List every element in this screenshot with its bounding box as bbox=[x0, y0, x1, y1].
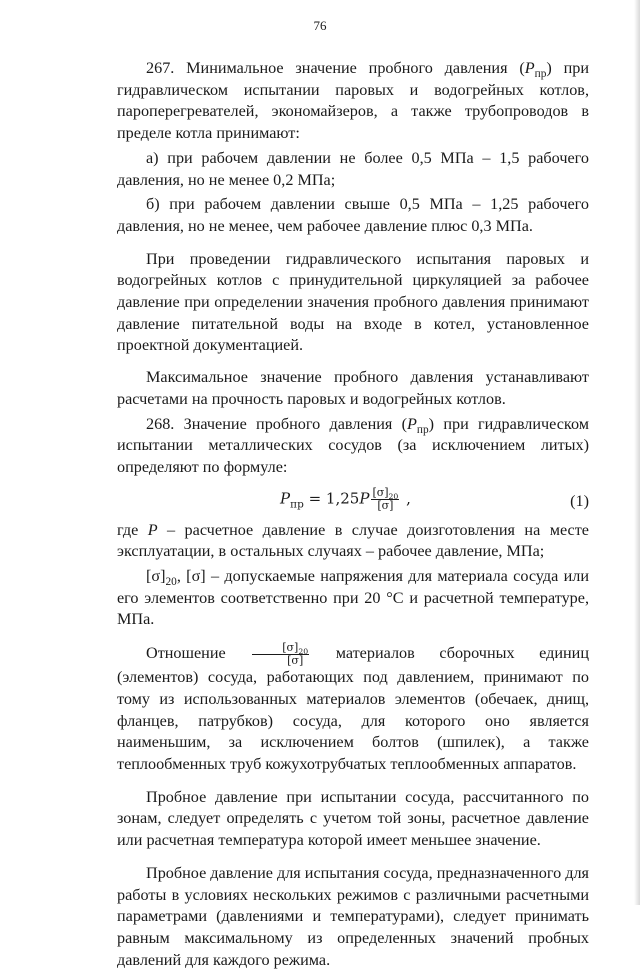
item-b: б) при рабочем давлении свыше 0,5 МПа – 1,25 рабочего давления, но не менее, чем рабочее давление плюс 0,3 МПа. bbox=[117, 195, 589, 235]
paragraph-sigma-definition: $[\sigma]_{20}$, [σ] – допускаемые напряжения для материала сосуда или его элементов соответственно при 20 °С и расчетной температуре, МПа. bbox=[117, 567, 589, 629]
paragraph-where-p: где P – расчетное давление в случае доизготовления на месте эксплуатации, в остальных случаях – рабочее давление, МПа; bbox=[117, 520, 589, 561]
paragraph-268: 268. Значение пробного давления $(P_{пр})$ при гидравлическом испытании металлических сосудов (за исключением литых) определяют по формуле: bbox=[117, 414, 589, 476]
paragraph-forced-circulation: При проведении гидравлического испытания паровых и водогрейных котлов с принудительной циркуляцией за рабочее давление при определении значения пробного давления принимают давление питательной воды на входе в котел, установленное проектной документацией. bbox=[117, 249, 589, 355]
paragraph-zones: Пробное давление при испытании сосуда, рассчитанного по зонам, следует определять с учетом той зоны, расчетное давление или расчетная температура которой имеет меньшее значение. bbox=[117, 787, 589, 850]
item-a: а) при рабочем давлении не более 0,5 МПа – 1,5 рабочего давления, но не менее 0,2 МПа; bbox=[117, 148, 589, 189]
formula-1 bbox=[117, 481, 589, 519]
scan-edge bbox=[634, 0, 640, 905]
formula-number: (1) bbox=[570, 491, 589, 510]
paragraph-max-value: Максимальное значение пробного давления устанавливают расчетами на прочность паровых и водогрейных котлов. bbox=[117, 368, 589, 408]
paragraph-ratio: Отношение $\frac{[\sigma]_{20}}{[\sigma]}$ материалов сборочных единиц (элементов) сосуда, работающих под давлением, принимают по тому из использованных материалов элементов (обечаек, днищ, фланцев, патрубков) сосуда, для которого оно является наименьшим, за исключением болтов (шпилек), а также теплообменных труб кожухотрубчатых теплообменных аппаратов. bbox=[117, 641, 589, 773]
symbol-p: P bbox=[524, 59, 535, 77]
formula-expression: $P_{пр} = 1,25P$ $\frac{[\sigma]_{20}}{[\sigma]}$ , bbox=[280, 485, 411, 512]
page-number: 76 bbox=[313, 18, 327, 33]
formula-fraction: $\frac{[\sigma]_{20}}{[\sigma]}$ bbox=[372, 485, 399, 512]
paragraph-modes: Пробное давление для испытания сосуда, предназначенного для работы в условиях нескольких режимов с различными расчетными параметрами (давлениями и температурами), следует принимать равным максимальному из определенных значений пробных давлений для каждого режима. bbox=[117, 863, 589, 969]
ratio-fraction: $\frac{[\sigma]_{20}}{[\sigma]}$ bbox=[252, 642, 309, 667]
paragraph-267: 267. Минимальное значение пробного давления $(P_{пр})$ при гидравлическом испытании паровых и водогрейных котлов, пароперегревателей, экономайзеров, а также трубопроводов в пределе котла принимают: bbox=[117, 59, 590, 143]
document-body bbox=[117, 58, 589, 971]
subscript-pr: пр bbox=[534, 68, 547, 81]
